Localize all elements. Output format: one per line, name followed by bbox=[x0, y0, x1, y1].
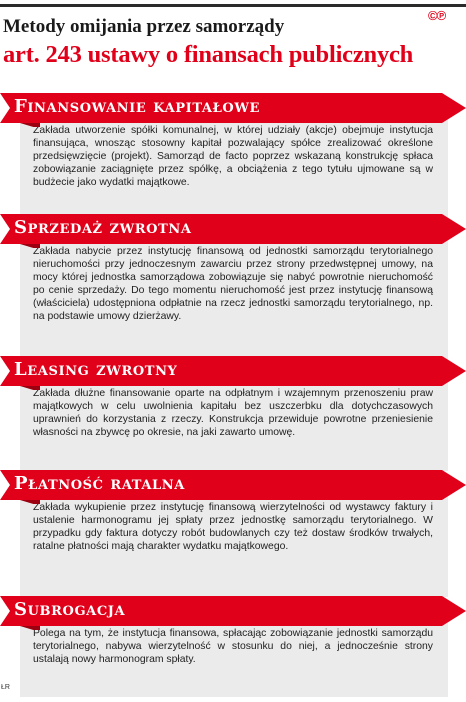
section-heading: Leasing zwrotny bbox=[14, 359, 178, 380]
section-banner bbox=[0, 214, 466, 244]
section-text: Polega na tym, że instytucja finansowa, spłacając zobowiązanie jednostki samorządu terytorialnego, nabywa wierzytelność w stosunku do niej, a jednocześnie strony ustalają nowy harmonogram spłaty. bbox=[33, 628, 433, 665]
section-heading: Finansowanie kapitałowe bbox=[14, 96, 261, 117]
section-heading: Płatność ratalna bbox=[14, 473, 185, 494]
section-banner bbox=[0, 596, 466, 626]
section-text: Zakłada wykupienie przez instytucję finansową wierzytelności od wystawcy faktury i ustalenie harmonogramu jej spłaty przez jednostkę samorządu terytorialnego. W przypadku gdy faktura dotyczy robót budowlanych czy też dostaw środków trwałych, ratalne płatności mają charakter wydatku majątkowego. bbox=[33, 502, 433, 552]
author-credit: ŁR bbox=[1, 684, 10, 691]
section-banner bbox=[0, 356, 466, 386]
copyright-logo-icon: ©℗ bbox=[428, 8, 446, 23]
page-title: Metody omijania przez samorządy bbox=[3, 16, 285, 37]
section-text: Zakłada utworzenie spółki komunalnej, w której udziały (akcje) obejmuje instytucja finansująca, wnosząc stosowny kapitał pozwalający spółce zrealizować określone przedsięwzięcie (projekt). Samorząd de facto poprzez wskazaną konstrukcję spłaca zobowiązanie zaciągnięte przez spółkę, a obciążenia z tego tytułu ujmowane są w budżecie jako wydatki majątkowe. bbox=[33, 125, 433, 188]
section-heading: Subrogacja bbox=[14, 599, 126, 620]
section-text-box bbox=[20, 231, 448, 360]
section-text: Zakłada nabycie przez instytucję finansową od jednostki samorządu terytorialnego nieruchomości przy jednoczesnym zawarciu przez strony przedwstępnej umowy, na mocy której jednostka samorządowa zobowiązuje się nabyć powrotnie nieruchomość po cenie sprzedaży. Do tego momentu nieruchomość jest przez instytucję finansową (właściciela) udostępniona odpłatnie na rzecz jednostki samorządu terytorialnego, np. na podstawie umowy dzierżawy. bbox=[33, 246, 433, 322]
top-rule bbox=[0, 4, 466, 7]
page-subtitle: art. 243 ustawy o finansach publicznych bbox=[3, 41, 414, 68]
section-text: Zakłada dłużne finansowanie oparte na odpłatnym i wzajemnym przenoszeniu praw majątkowych w celu uwolnienia kapitału bez uszczerbku dla dotychczasowych uprawnień do korzystania z rzeczy. Konstrukcja przewiduje powrotne przeniesienie własności na zbywcę po okresie, na jaki zawarto umowę. bbox=[33, 388, 433, 438]
section-heading: Sprzedaż zwrotna bbox=[14, 217, 192, 238]
section-banner bbox=[0, 470, 466, 500]
section-banner bbox=[0, 93, 466, 123]
